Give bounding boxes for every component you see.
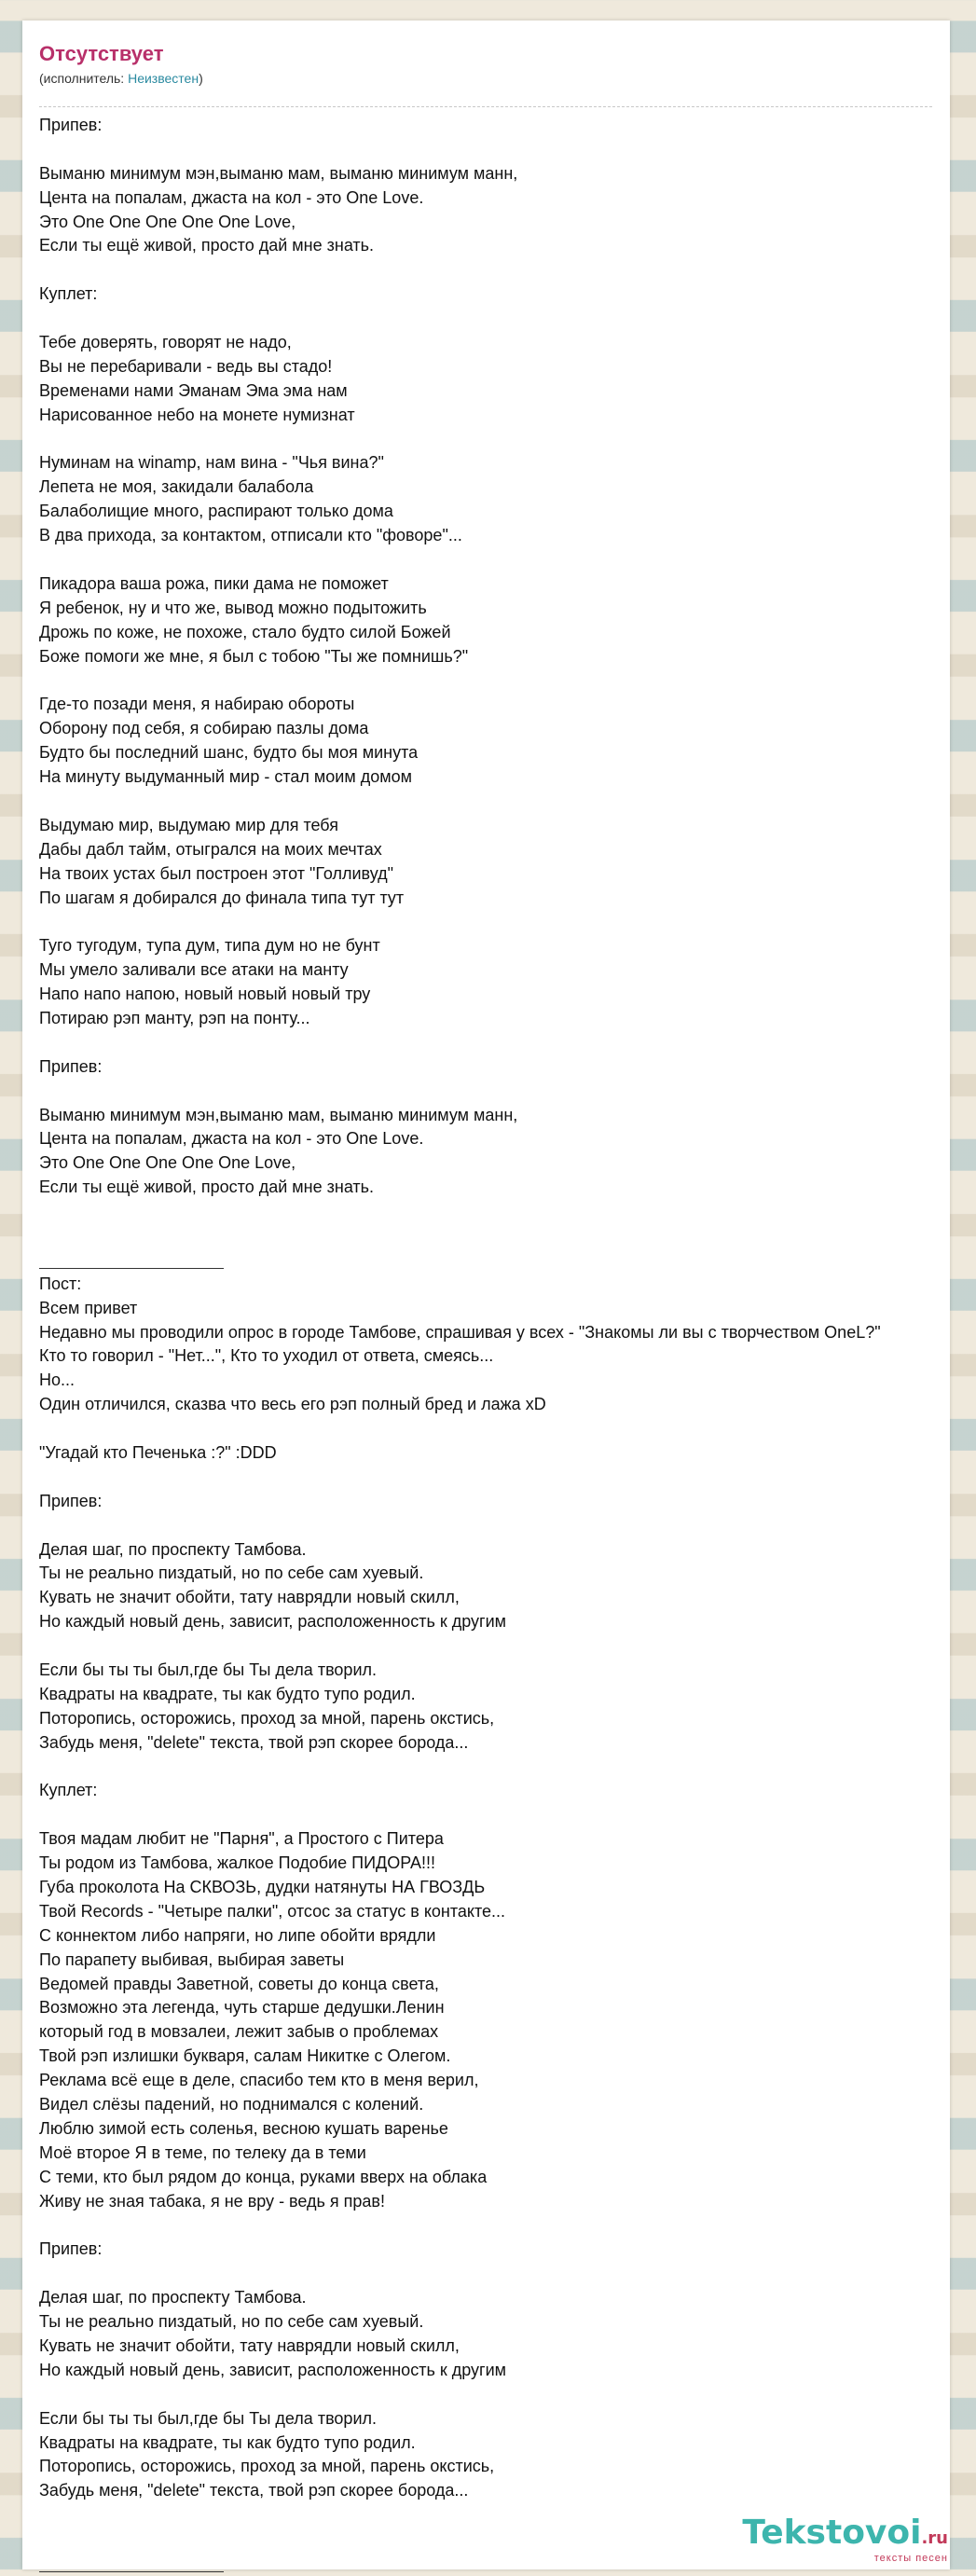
lyric-line: Дабы дабл тайм, отыгрался на моих мечтах — [39, 839, 382, 859]
lyric-line: Выдумаю мир, выдумаю мир для тебя — [39, 815, 338, 834]
lyric-line — [39, 1200, 953, 1224]
lyric-line: "Угадай кто Печенька :?" :DDD — [39, 1442, 277, 1462]
lyric-line: Выманю минимум мэн,выманю мам, выманю минимум манн, — [39, 163, 518, 183]
song-title: Отсутствует — [39, 42, 164, 65]
lyric-line: Реклама всё еще в деле, спасибо тем кто в меня верил, — [39, 2071, 479, 2090]
lyric-line — [39, 1417, 953, 1441]
lyric-line: Цента на попалам, джаста на кол - это One Love. — [39, 1129, 424, 1149]
lyric-line — [39, 1634, 953, 1659]
lyric-line: Кувать не значит обойти, тату наврядли новый скилл, — [39, 1588, 460, 1607]
lyric-line — [39, 1466, 953, 1490]
lyric-line: Пост: — [39, 1274, 82, 1293]
artist-suffix: ) — [199, 71, 203, 86]
lyric-line: Возможно эта легенда, чуть старше дедушки.Ленин — [39, 1998, 445, 2018]
lyric-line: Куплет: — [39, 284, 98, 304]
lyric-line: Ведомей правды Заветной, советы до конца света, — [39, 1974, 439, 1993]
lyric-line: Если ты ещё живой, просто дай мне знать. — [39, 236, 375, 255]
lyric-line — [39, 1224, 953, 1248]
lyric-line: Квадраты на квадрате, ты как будто тупо родил. — [39, 2432, 416, 2452]
artist-link[interactable]: Неизвестен — [128, 71, 199, 86]
lyric-line: Если бы ты ты был,где бы Ты дела творил. — [39, 1660, 378, 1679]
lyric-line: Поторопись, осторожись, проход за мной, парень окстись, — [39, 1708, 495, 1728]
lyric-line: Твой Records - "Четыре палки", отсос за статус в контакте... — [39, 1901, 506, 1921]
lyric-line: Твоя мадам любит не "Парня", а Простого с Питера — [39, 1829, 444, 1849]
lyric-line — [39, 668, 953, 693]
lyric-line — [39, 1080, 953, 1104]
lyric-line — [39, 1031, 953, 1055]
lyric-line: Квадраты на квадрате, ты как будто тупо родил. — [39, 1684, 416, 1703]
lyric-line: Припев: — [39, 1056, 103, 1076]
lyric-line: Оборону под себя, я собираю пазлы дома — [39, 719, 369, 738]
lyric-line: Кувать не значит обойти, тату наврядли новый скилл, — [39, 2335, 460, 2355]
lyric-line — [39, 910, 953, 934]
lyric-line: Цента на попалам, джаста на кол - это One Love. — [39, 187, 424, 207]
right-decor-strip — [952, 0, 976, 2569]
lyric-line: Мы умело заливали все атаки на манту — [39, 960, 349, 980]
lyric-line: Ты родом из Тамбова, жалкое Подобие ПИДОРА!!! — [39, 1853, 436, 1873]
lyric-line: Будто бы последний шанс, будто бы моя минута — [39, 743, 419, 763]
lyric-line: С коннектом либо напряги, но липе обойти врядли — [39, 1925, 436, 1945]
lyric-line: Вы не перебаривали - ведь вы стадо! — [39, 356, 333, 376]
song-header — [39, 41, 932, 108]
lyric-line — [39, 428, 953, 452]
lyric-line — [39, 548, 953, 572]
lyric-line: Балаболищие много, распирают только дома — [39, 502, 393, 521]
lyric-line: По парапету выбивая, выбирая заветы — [39, 1949, 345, 1969]
lyric-line: Один отличился, сказва что весь его рэп полный бред и лажа xD — [39, 1395, 546, 1414]
lyric-line — [39, 2383, 953, 2407]
lyric-line: Потираю рэп манту, рэп на понту... — [39, 1008, 310, 1027]
lyric-line: Нарисованное небо на монете нумизнат — [39, 405, 355, 424]
lyric-line — [39, 2262, 953, 2286]
lyric-line: Ты не реально пиздатый, но по себе сам хуевый. — [39, 2312, 424, 2332]
lyric-line: Выманю минимум мэн,выманю мам, выманю минимум манн, — [39, 1105, 518, 1124]
lyric-line: Делая шаг, по проспекту Тамбова. — [39, 2288, 307, 2307]
lyric-line: Ты не реально пиздатый, но по себе сам хуевый. — [39, 1564, 424, 1583]
lyric-line: Видел слёзы падений, но поднимался с колений. — [39, 2095, 424, 2115]
lyric-line: Припев: — [39, 2239, 103, 2259]
logo-tagline: тексты песен — [873, 2553, 948, 2564]
artist-prefix: (исполнитель: — [39, 71, 129, 86]
lyrics-text — [39, 114, 953, 2576]
lyric-line: Лепета не моя, закидали балабола — [39, 477, 314, 497]
lyric-line: С теми, кто был рядом до конца, руками вверх на облака — [39, 2167, 488, 2186]
lyric-line: Но каждый новый день, зависит, расположенность к другим — [39, 1612, 507, 1632]
logo-domain: .ru — [921, 2528, 948, 2548]
site-logo[interactable] — [742, 2515, 948, 2564]
lyric-line: Люблю зимой есть соленья, весною кушать варенье — [39, 2118, 448, 2138]
lyric-line: Припев: — [39, 116, 103, 134]
logo-main-text: Tekstovoi — [742, 2514, 922, 2552]
logo-wordmark — [742, 2515, 948, 2556]
lyric-line: Твой рэп излишки букваря, салам Никитке с Олегом. — [39, 2046, 451, 2066]
lyric-line: Поторопись, осторожись, проход за мной, парень окстись, — [39, 2457, 495, 2476]
lyric-line: Туго тугодум, тупа дум, типа дум но не бунт — [39, 936, 380, 956]
lyric-line: Недавно мы проводили опрос в городе Тамбове, спрашивая у всех - "Знакомы ли вы с творчеством OneL?" — [39, 1322, 881, 1342]
lyric-line: Это One One One One One Love, — [39, 1153, 296, 1173]
lyric-line — [39, 307, 953, 331]
lyric-line: В два прихода, за контактом, отписали кто "фоворе"... — [39, 526, 462, 545]
lyric-line: Кто то говорил - "Нет...", Кто то уходил от ответа, смеясь... — [39, 1346, 494, 1366]
lyric-line: Делая шаг, по проспекту Тамбова. — [39, 1539, 307, 1559]
lyric-line: На твоих устах был построен этот "Голливуд" — [39, 863, 394, 883]
lyric-line: Где-то позади меня, я набираю обороты — [39, 695, 355, 714]
lyric-line: Если бы ты ты был,где бы Ты дела творил. — [39, 2408, 378, 2428]
lyric-line — [39, 2213, 953, 2238]
lyric-line: который год в мовзалеи, лежит забыв о проблемах — [39, 2022, 439, 2042]
lyric-line: Тебе доверять, говорят не надо, — [39, 333, 292, 352]
lyric-line: Забудь меня, "delete" текста, твой рэп скорее борода... — [39, 1732, 469, 1752]
lyric-line: Боже помоги же мне, я был с тобою "Ты же помнишь?" — [39, 646, 469, 666]
lyric-line: На минуту выдуманный мир - стал моим домом — [39, 767, 412, 787]
lyric-line: Припев: — [39, 1491, 103, 1510]
lyric-line — [39, 1756, 953, 1780]
lyric-line: Напо напо напою, новый новый новый тру — [39, 985, 371, 1004]
lyric-line: Всем привет — [39, 1298, 138, 1317]
lyrics-card — [22, 21, 950, 2569]
lyric-line — [39, 790, 953, 814]
lyric-line: Но каждый новый день, зависит, расположенность к другим — [39, 2360, 507, 2379]
left-decor-strip — [0, 0, 21, 2569]
separator-line — [39, 1248, 953, 1273]
lyric-line: Губа проколота На СКВОЗЬ, дудки натянуты НА ГВОЗДЬ — [39, 1878, 486, 1897]
lyric-line: Временами нами Эманам Эма эма нам — [39, 380, 348, 400]
lyric-line — [39, 1803, 953, 1827]
lyric-line — [39, 138, 953, 162]
lyric-line: Это One One One One One Love, — [39, 212, 296, 231]
lyric-line: По шагам я добирался до финала типа тут тут — [39, 888, 405, 907]
lyric-line: Пикадора ваша рожа, пики дама не поможет — [39, 573, 389, 593]
lyric-line: Живу не зная табака, я не вру - ведь я прав! — [39, 2191, 385, 2211]
artist-line — [39, 69, 932, 88]
lyric-line: Забудь меня, "delete" текста, твой рэп скорее борода... — [39, 2481, 469, 2500]
lyric-line: Но... — [39, 1371, 76, 1390]
lyric-line — [39, 258, 953, 282]
lyric-line: Куплет: — [39, 1781, 98, 1800]
lyric-line: Если ты ещё живой, просто дай мне знать. — [39, 1178, 375, 1197]
lyric-line — [39, 1514, 953, 1538]
lyric-line: Моё второе Я в теме, по телеку да в теми — [39, 2142, 366, 2162]
header-divider — [39, 106, 932, 107]
lyric-line: Дрожь по коже, не похоже, стало будто силой Божей — [39, 622, 451, 641]
lyric-line: Нуминам на winamp, нам вина - "Чья вина?" — [39, 453, 384, 473]
lyric-line: Я ребенок, ну и что же, вывод можно подытожить — [39, 598, 427, 617]
